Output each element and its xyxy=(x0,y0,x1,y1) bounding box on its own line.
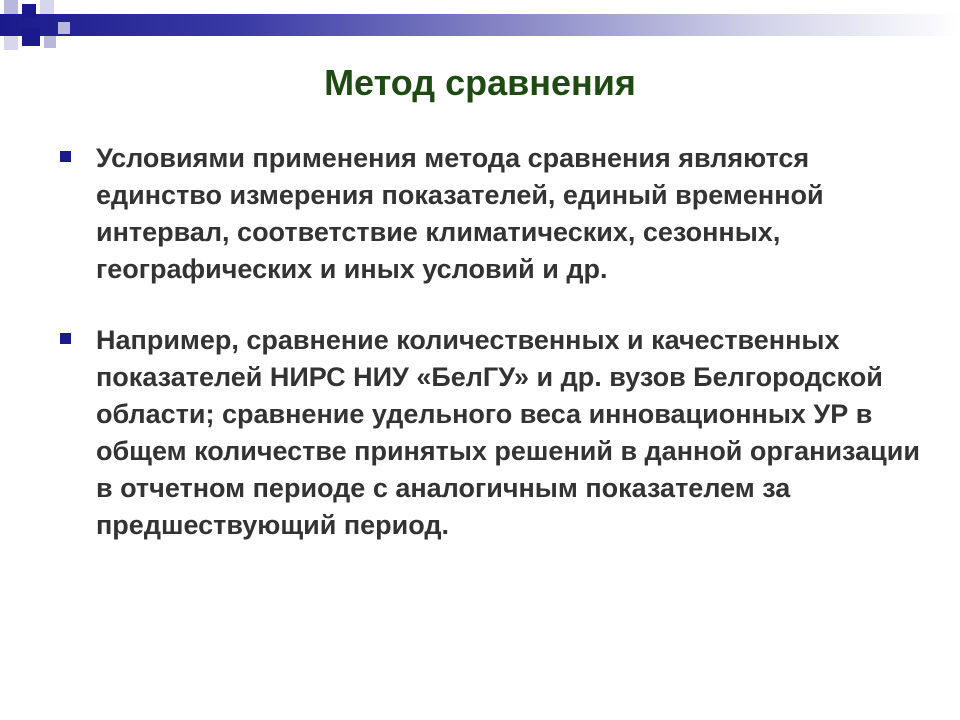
square-bullet-icon xyxy=(60,151,71,162)
slide-title: Метод сравнения xyxy=(324,62,636,103)
decor-square-icon xyxy=(22,4,36,18)
bullet-item xyxy=(60,140,920,288)
bullet-text: Например, сравнение количественных и качественных показателей НИРС НИУ «БелГУ» и др. вузов Белгородской области; сравнение удельного веса инновационных УР в общем количестве принятых решений в данной организации в отчетном периоде с аналогичным показателем за предшествующий период. xyxy=(96,325,920,540)
decor-square-icon xyxy=(58,22,70,34)
decor-square-icon xyxy=(44,36,56,48)
bullet-text: Условиями применения метода сравнения являются единство измерения показателей, единый временной интервал, соответствие климатических, сезонных, географических и иных условий и др. xyxy=(96,143,824,284)
decor-square-icon xyxy=(22,28,40,46)
bullet-item xyxy=(60,322,920,544)
header-gradient-bar xyxy=(0,14,960,36)
bullet-list xyxy=(60,140,920,578)
decor-square-icon xyxy=(40,0,54,14)
decor-square-icon xyxy=(4,36,18,50)
decor-square-icon xyxy=(4,0,18,14)
square-bullet-icon xyxy=(60,333,71,344)
